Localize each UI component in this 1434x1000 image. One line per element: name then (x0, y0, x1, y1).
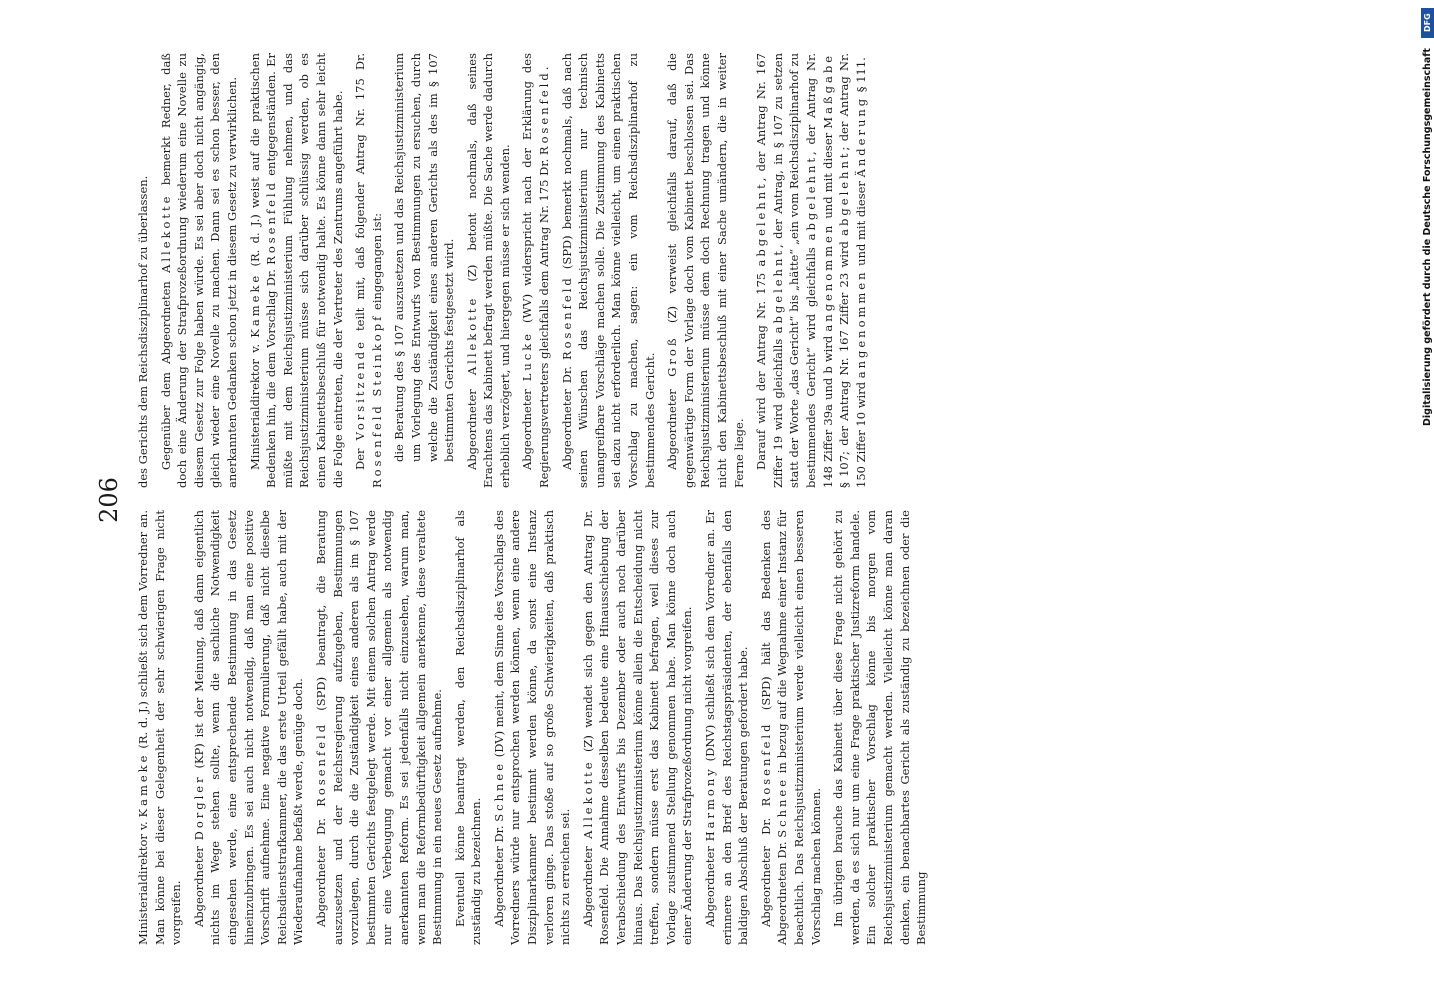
paragraph (559, 53, 659, 488)
text-run: (R. d. J.) weist auf die praktischen Bedenken hin, die dem Vorschlag Dr. (247, 53, 279, 488)
spaced-name: Rosenfeld Steinkopf (369, 313, 384, 488)
spaced-name: abgelehnt (837, 150, 852, 236)
text-run: Abgeordneter Dr. (758, 806, 773, 927)
spaced-name: Vorsitzende (353, 339, 368, 441)
paragraph (519, 53, 552, 488)
paragraph (135, 53, 152, 488)
spaced-name: Rosenfeld (537, 70, 552, 156)
text-run: (WV) widerspricht nach der Erklärung des Regierungsvertreters gleichfalls dem Antrag Nr. 175 Dr. (520, 53, 552, 488)
text-run: Abgeordneter Dr. (491, 821, 506, 927)
spaced-name: Harmony (703, 766, 717, 842)
text-run: (SPD) bemerkt nochmals, daß nach seinen Wünschen das Reichsjustizministerium nur technisch unangreifbare Vorschläge machen solle. Die Zustimmung des Kabinetts sei dazu nicht erforderlich. Man könne vielleicht, um einen praktischen Vorschlag zu machen, sagen: ein vom Reichsdisziplinarhof zu bestimmendes Gericht. (559, 53, 657, 488)
paragraph (352, 53, 385, 488)
text-run: in bezug auf die Wegnahme einer Instanz für beachtlich. Das Reichsjustizministerium werde vielleicht einen besseren Vorschlag machen können. (775, 510, 823, 945)
spaced-name: Allekotte (580, 759, 595, 839)
text-run: (DV) meint, dem Sinne des Vorschlags des Vorredners würde nur entsprochen werden können, wenn eine andere Disziplinarkammer bestimmt werden könne, da sonst eine Instanz verloren ginge. Das stoße auf so große Schwierigkeiten, daß praktisch nichts zu erreichen sei. (491, 510, 573, 945)
spaced-name: Dorgler (191, 774, 206, 841)
text-run: Ministerialdirektor v. (136, 817, 150, 945)
text-run: (Z) betont nochmals, daß seines Erachtens das Kabinett befragt werden müßte. Die Sache werde dadurch erheblich verzögert, und hiergegen müsse er sich wenden. (464, 53, 512, 488)
text-run: bemerkt Redner, daß doch eine Änderung der Strafprozeßordnung wiederum eine Novelle zu diesem Gesetz zur Folge haben würde. Es sei aber doch nicht angängig, gleich wieder eine Novelle zu machen. Dann sei es schon besser, den anerkannten Gedanken schon jetzt in diesem Gesetz zu verwirklichen. (158, 53, 239, 488)
text-run: Der (353, 440, 368, 470)
text-run: . (537, 66, 552, 71)
text-run: eingegangen ist: (369, 212, 384, 314)
spaced-name: Schnee (775, 776, 790, 838)
paragraph (702, 510, 752, 945)
text-run: ; der Antrag Nr. 150 Ziffer 10 wird (837, 53, 868, 488)
text-run: die Beratung des § 107 auszusetzen und das Reichsjustizministerium um Vorlegung des Entwurfs von Bestimmungen zu ersuchen, durch welche die Zuständigkeit eines anderen Gerichts als des im § 107 bestimmten Gerichts festgesetzt wird. (392, 53, 457, 462)
paragraph (158, 53, 241, 488)
text-run: Gegenüber dem Abgeordneten (158, 272, 173, 470)
spaced-name: Allekotte (464, 295, 479, 376)
text-run: Abgeordneter (520, 381, 535, 470)
spaced-name: Lucke (520, 331, 535, 382)
text-run: und mit dieser (853, 177, 868, 270)
spaced-name: angenommen (853, 269, 868, 379)
paragraph (664, 53, 747, 488)
text-run: und mit dieser (820, 128, 835, 223)
text-run: § 107; der Antrag Nr. 167 Ziffer 23 wird (837, 235, 852, 488)
text-run: entgegenständen. Er müßte mit dem Reichsjustizministerium Fühlung nehmen, und das Reichsjustizministerium müsse sich darüber schlüssig werden, ob es einen Kabinettsbeschluß für notwendig halte. Es könne dann sehr leicht die Folge eintreten, die der Vertreter des Zentrums angeführt habe. (264, 53, 345, 488)
text-run: (R. d. J.) schließt sich dem Vorredner an. Man könne bei dieser Gelegenheit der sehr schwierigen Frage nicht vorgreifen. (136, 510, 184, 945)
paragraph (580, 510, 696, 945)
paragraph (753, 53, 869, 488)
page-number: 206 (95, 477, 123, 523)
paragraph (391, 53, 457, 462)
spaced-name: Maßgabe (820, 53, 835, 129)
paragraph (830, 510, 930, 945)
spaced-name: Rosenfeld (758, 721, 773, 807)
text-run: Im übrigen brauche das Kabinett über diese Frage nicht gehört zu werden, da es sich nur um eine Frage praktischer Justizreform handele. Ein solcher praktischer Vorschlag könne bis morgen vom Reichsjustizministerium gemacht werden. Vielleicht könne man daran denken, ein benachbartes Gericht als zuständig zu bezeichnen oder die Bestimmung (831, 510, 929, 945)
text-run: Abgeordneter Dr. (313, 806, 328, 927)
spaced-name: abgelehnt (803, 155, 818, 241)
text-run: Ministerialdirektor v. (247, 337, 262, 470)
text-run: Abgeordneter (665, 376, 680, 470)
paragraph (247, 53, 347, 488)
spaced-name: Kameke (136, 752, 150, 818)
text-run: (KP) ist der Meinung, daß dann eigentlich nichts im Wege stehen sollte, wenn die sachliche Notwendigkeit eingesehen werde, eine entsprechende Bestimmung in das Gesetz hineinzubringen. Es sei auch nicht notwendig, daß man eine positive Vorschrift aufnehme. Eine negative Formulierung, daß nicht dieselbe Reichsdienststrafkammer, die das erste Urteil gefällt habe, auch mit der Wiederaufnahme befaßt werde, genüge doch. (191, 510, 306, 945)
text-run: Abgeordneter (191, 840, 206, 927)
text-run: Abgeordneter (580, 838, 595, 927)
spaced-name: Allekotte (158, 193, 173, 273)
text-run: (Z) verweist gleichfalls darauf, daß die gegenwärtige Form der Vorlage doch vom Kabinett beschlossen sei. Das Reichsjustizministerium müsse dem doch Rechnung tragen und könne nicht den Kabinettsbeschluß mit einer Sache umändern, die in weiter Ferne liege. (665, 53, 746, 488)
credit-text: Digitalisierung gefördert durch die Deutsche Forschungsgemeinschaft (1422, 48, 1433, 426)
paragraph (491, 510, 574, 945)
paragraph (313, 510, 446, 945)
text-run: , der Antrag, in § 107 zu setzen statt der Worte „das Gericht“ bis „hätte“ „ein vom Reichsdisziplinarhof zu bestimmendes Gericht“ wird gleichfalls (770, 53, 818, 488)
spaced-name: Änderung (853, 95, 868, 178)
right-column (135, 53, 875, 488)
text-run: Eventuell könne beantragt werden, den Reichsdisziplinarhof als zuständig zu bezeichnen. (452, 510, 484, 945)
text-run: § 111. (853, 57, 868, 96)
text-run: Darauf wird der Antrag Nr. 175 (754, 266, 769, 470)
text-run: Abgeordneter (703, 841, 717, 927)
spaced-name: Rosenfeld (313, 721, 328, 807)
left-column (135, 510, 936, 945)
text-run: Abgeordneter Dr. (559, 360, 574, 470)
spaced-name: angenommen (820, 222, 835, 332)
text-run: (Z) wendet sich gegen den Antrag Dr. Rosenfeld. Die Annahme desselben bedeute eine Hinausschiebung der Verabschiedung des Entwurfs bis Dezember oder auch noch darüber hinaus. Das Reichsjustizministerium könne allein die Entscheidung nicht treffen, sondern müsse erst das Kabinett befragen, weil dieses zur Vorlage zustimmend Stellung genommen habe. Man könne doch auch einer Änderung der Strafprozeßordnung nicht vorgreifen. (580, 510, 695, 945)
spaced-name: Rosenfeld (559, 275, 574, 361)
spaced-name: abgelehnt (754, 181, 769, 267)
paragraph (758, 510, 824, 945)
spaced-name: abgelehnt (770, 248, 785, 334)
text-run: , der Antrag Nr. 167 Ziffer 19 wird gleichfalls (754, 53, 785, 488)
text-run: (SPD) beantragt, die Beratung auszusetzen und der Reichsregierung aufzugeben, Bestimmungen vorzulegen, durch die die Zuständigkeit eines anderen als im § 107 bestimmten Gerichts festgelegt werde. Mit einem solchen Antrag werde nur eine Verbeugung gemacht vor einer allgemein als notwendig anerkannten Reform. Es sei jedenfalls nicht einzusehen, warum man, wenn man die Reformbedürftigkeit allgemein anerkenne, diese veraltete Bestimmung in ein neues Gesetz aufnehme. (313, 510, 445, 945)
text-run: des Gerichts dem Reichsdisziplinarhof zu überlassen. (136, 175, 150, 488)
spaced-name: Schnee (491, 760, 506, 822)
text-run: (SPD) hält das Bedenken des Abgeordneten Dr. (758, 510, 790, 945)
spaced-name: Rosenfeld (264, 180, 279, 265)
text-run: , der Antrag Nr. 148 Ziffer 39a und b wird (803, 52, 835, 488)
text-run: (DNV) schließt sich dem Vorredner an. Er erinnere an den Brief des Reichstagspräsidenten, der ebenfalls den baldigen Abschluß der Beratungen gefordert habe. (703, 510, 751, 945)
paragraph (452, 510, 485, 945)
dfg-logo: DFG (1421, 8, 1434, 38)
paragraph (191, 510, 307, 945)
spaced-name: Kameke (247, 272, 262, 338)
spaced-name: Groß (665, 335, 680, 377)
paragraph (464, 53, 514, 488)
text-run: teilt mit, daß folgender Antrag Nr. 175 Dr. (353, 53, 368, 340)
digitization-credit (1422, 44, 1433, 426)
text-run: Abgeordneter (464, 375, 479, 470)
paragraph (135, 510, 185, 945)
